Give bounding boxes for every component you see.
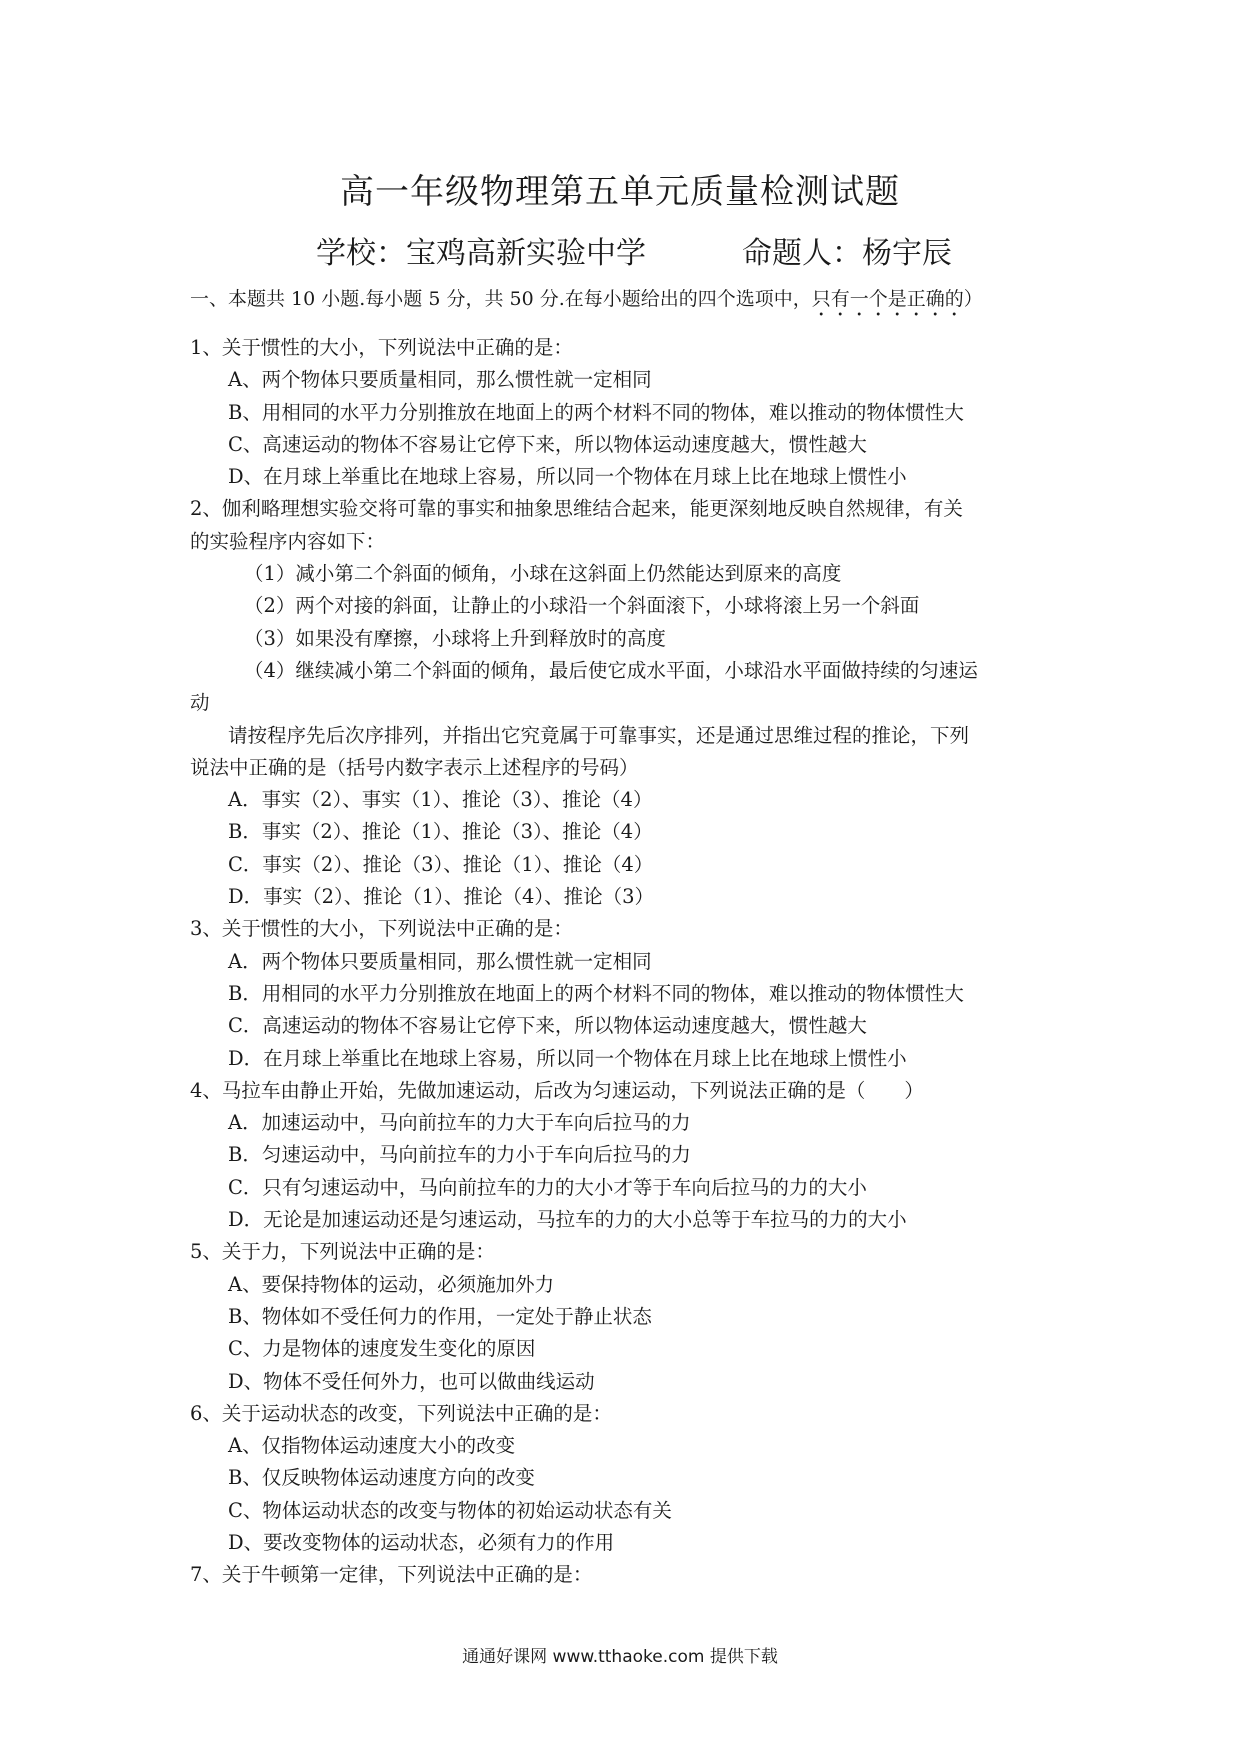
text-line: A、两个物体只要质量相同，那么惯性就一定相同	[228, 368, 652, 392]
text-line: 5、关于力，下列说法中正确的是：	[190, 1240, 495, 1264]
text-line: D、要改变物体的运动状态，必须有力的作用	[228, 1530, 615, 1554]
text-line: B．用相同的水平力分别推放在地面上的两个材料不同的物体，难以推动的物体惯性大	[228, 981, 964, 1005]
text-line: A．事实（2）、事实（1）、推论（3）、推论（4）	[228, 788, 653, 812]
author-label: 命题人：杨宇辰	[742, 236, 952, 271]
text-line: C．高速运动的物体不容易让它停下来，所以物体运动速度越大，惯性越大	[228, 1014, 867, 1038]
text-line: C、高速运动的物体不容易让它停下来，所以物体运动速度越大，惯性越大	[228, 432, 867, 456]
subtitle	[316, 228, 952, 272]
text-line: 动	[190, 691, 210, 715]
text-line: （3）如果没有摩擦，小球将上升到释放时的高度	[244, 626, 666, 650]
text-line: 说法中正确的是（括号内数字表示上述程序的号码）	[190, 755, 639, 779]
instruction-text: 一、本题共 10 小题.每小题 5 分，共 50 分.在每小题给出的四个选项中，	[190, 288, 812, 310]
text-line: （1）减小第二个斜面的倾角，小球在这斜面上仍然能达到原来的高度	[244, 562, 842, 586]
text-line: C．事实（2）、推论（3）、推论（1）、推论（4）	[228, 852, 654, 876]
text-line: 3、关于惯性的大小，下列说法中正确的是：	[190, 917, 573, 941]
instruction-emphasis: 只有一个是正确的	[811, 288, 964, 310]
text-line: A．加速运动中，马向前拉车的力大于车向后拉马的力	[228, 1111, 691, 1135]
text-line: B、用相同的水平力分别推放在地面上的两个材料不同的物体，难以推动的物体惯性大	[228, 400, 964, 424]
text-line: 的实验程序内容如下：	[190, 529, 386, 553]
text-line: 请按程序先后次序排列，并指出它究竟属于可靠事实，还是通过思维过程的推论，下列	[228, 723, 970, 747]
footer-text: 通通好课网 www.tthaoke.com 提供下载	[462, 1647, 778, 1667]
text-line: B、物体如不受任何力的作用，一定处于静止状态	[228, 1304, 652, 1328]
text-line: A、要保持物体的运动，必须施加外力	[228, 1272, 555, 1296]
school-label: 学校：宝鸡高新实验中学	[316, 236, 646, 271]
text-line: D．无论是加速运动还是匀速运动，马拉车的力的大小总等于车拉马的力的大小	[228, 1208, 907, 1232]
text-line: （2）两个对接的斜面，让静止的小球沿一个斜面滚下，小球将滚上另一个斜面	[244, 594, 920, 618]
text-line: B．事实（2）、推论（1）、推论（3）、推论（4）	[228, 820, 653, 844]
text-line: D、物体不受任何外力，也可以做曲线运动	[228, 1369, 595, 1393]
text-line: （4）继续减小第二个斜面的倾角，最后使它成水平面，小球沿水平面做持续的匀速运	[244, 658, 978, 682]
question-list	[190, 332, 1070, 1592]
text-line: D．事实（2）、推论（1）、推论（4）、推论（3）	[228, 885, 655, 909]
text-line: D、在月球上举重比在地球上容易，所以同一个物体在月球上比在地球上惯性小	[228, 465, 907, 489]
text-line: D．在月球上举重比在地球上容易，所以同一个物体在月球上比在地球上惯性小	[228, 1046, 907, 1070]
text-line: 4、马拉车由静止开始，先做加速运动，后改为匀速运动，下列说法正确的是（ ）	[190, 1078, 924, 1102]
text-line: A、仅指物体运动速度大小的改变	[228, 1434, 516, 1458]
text-line: 7、关于牛顿第一定律，下列说法中正确的是：	[190, 1563, 593, 1587]
section-instruction	[190, 284, 983, 321]
text-line: C、力是物体的速度发生变化的原因	[228, 1337, 536, 1361]
text-line: B、仅反映物体运动速度方向的改变	[228, 1466, 535, 1490]
text-line: A．两个物体只要质量相同，那么惯性就一定相同	[228, 949, 652, 973]
page-title: 高一年级物理第五单元质量检测试题	[340, 172, 900, 212]
text-line: 1、关于惯性的大小，下列说法中正确的是：	[190, 336, 573, 359]
text-line: 2、伽利略理想实验交将可靠的事实和抽象思维结合起来，能更深刻地反映自然规律，有关	[190, 497, 963, 521]
text-line: C、物体运动状态的改变与物体的初始运动状态有关	[228, 1498, 672, 1522]
text-line: 6、关于运动状态的改变，下列说法中正确的是：	[190, 1401, 612, 1425]
text-line: B．匀速运动中，马向前拉车的力小于车向后拉马的力	[228, 1143, 691, 1167]
text-line: C．只有匀速运动中，马向前拉车的力的大小才等于车向后拉马的力的大小	[228, 1175, 867, 1199]
instruction-end: ）	[963, 288, 983, 310]
